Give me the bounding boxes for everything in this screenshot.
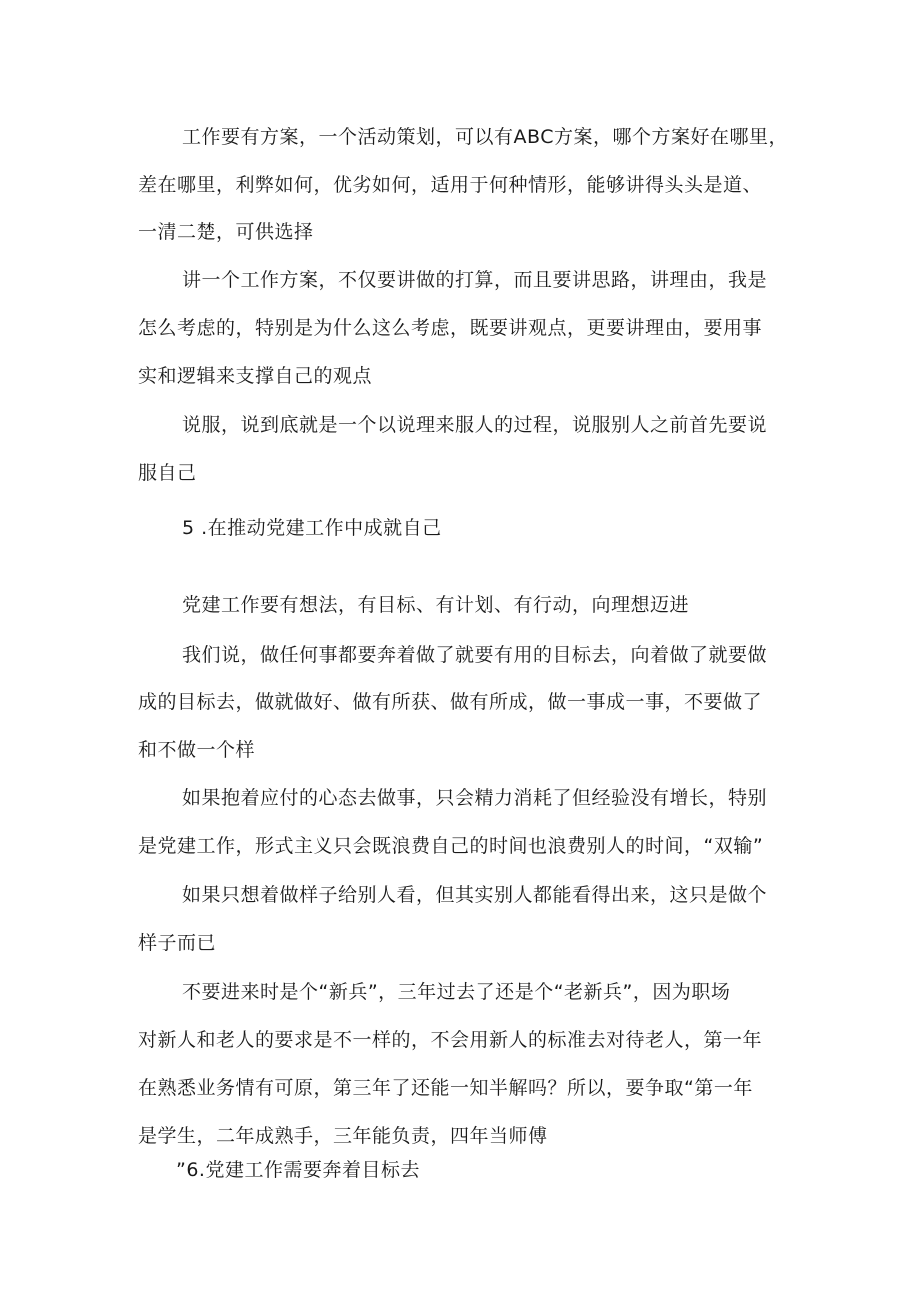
text-line: 工作要有方案，一个活动策划，可以有ABC方案，哪个方案好在哪里， — [182, 126, 788, 148]
text-line: 是党建工作，形式主义只会既浪费自己的时间也浪费别人的时间，“双输” — [138, 835, 764, 857]
section-heading: ”6.党建工作需要奔着目标去 — [176, 1159, 420, 1181]
text-line: 服自己 — [138, 462, 197, 484]
text-line: 对新人和老人的要求是不一样的，不会用新人的标准去对待老人，第一年 — [138, 1029, 763, 1051]
text-line: 是学生，二年成熟手，三年能负责，四年当师傅 — [138, 1125, 548, 1147]
text-line: 讲一个工作方案，不仅要讲做的打算，而且要讲思路，讲理由，我是 — [182, 269, 768, 291]
text-line: 如果只想着做样子给别人看，但其实别人都能看得出来，这只是做个 — [182, 884, 768, 906]
text-line: 差在哪里，利弊如何，优劣如何，适用于何种情形，能够讲得头头是道、 — [138, 174, 763, 196]
text-line: 如果抱着应付的心态去做事，只会精力消耗了但经验没有增长，特别 — [182, 787, 768, 809]
text-line: 说服，说到底就是一个以说理来服人的过程，说服别人之前首先要说 — [182, 414, 768, 436]
text-line: 和不做一个样 — [138, 739, 256, 761]
text-line: 怎么考虑的，特别是为什么这么考虑，既要讲观点，更要讲理由，要用事 — [138, 317, 763, 339]
text-line: 样子而已 — [138, 932, 217, 954]
text-line: 一清二楚，可供选择 — [138, 221, 314, 243]
text-line: 在熟悉业务情有可原，第三年了还能一知半解吗？所以，要争取“第一年 — [138, 1077, 753, 1099]
text-line: 我们说，做任何事都要奔着做了就要有用的目标去，向着做了就要做 — [182, 644, 768, 666]
section-heading: 5 .在推动党建工作中成就自己 — [182, 517, 442, 539]
text-line: 实和逻辑来支撑自己的观点 — [138, 365, 373, 387]
text-line: 不要进来时是个“新兵”，三年过去了还是个“老新兵”，因为职场 — [182, 981, 731, 1003]
text-line: 成的目标去，做就做好、做有所获、做有所成，做一事成一事，不要做了 — [138, 691, 763, 713]
text-line: 党建工作要有想法，有目标、有计划、有行动，向理想迈进 — [182, 594, 690, 616]
